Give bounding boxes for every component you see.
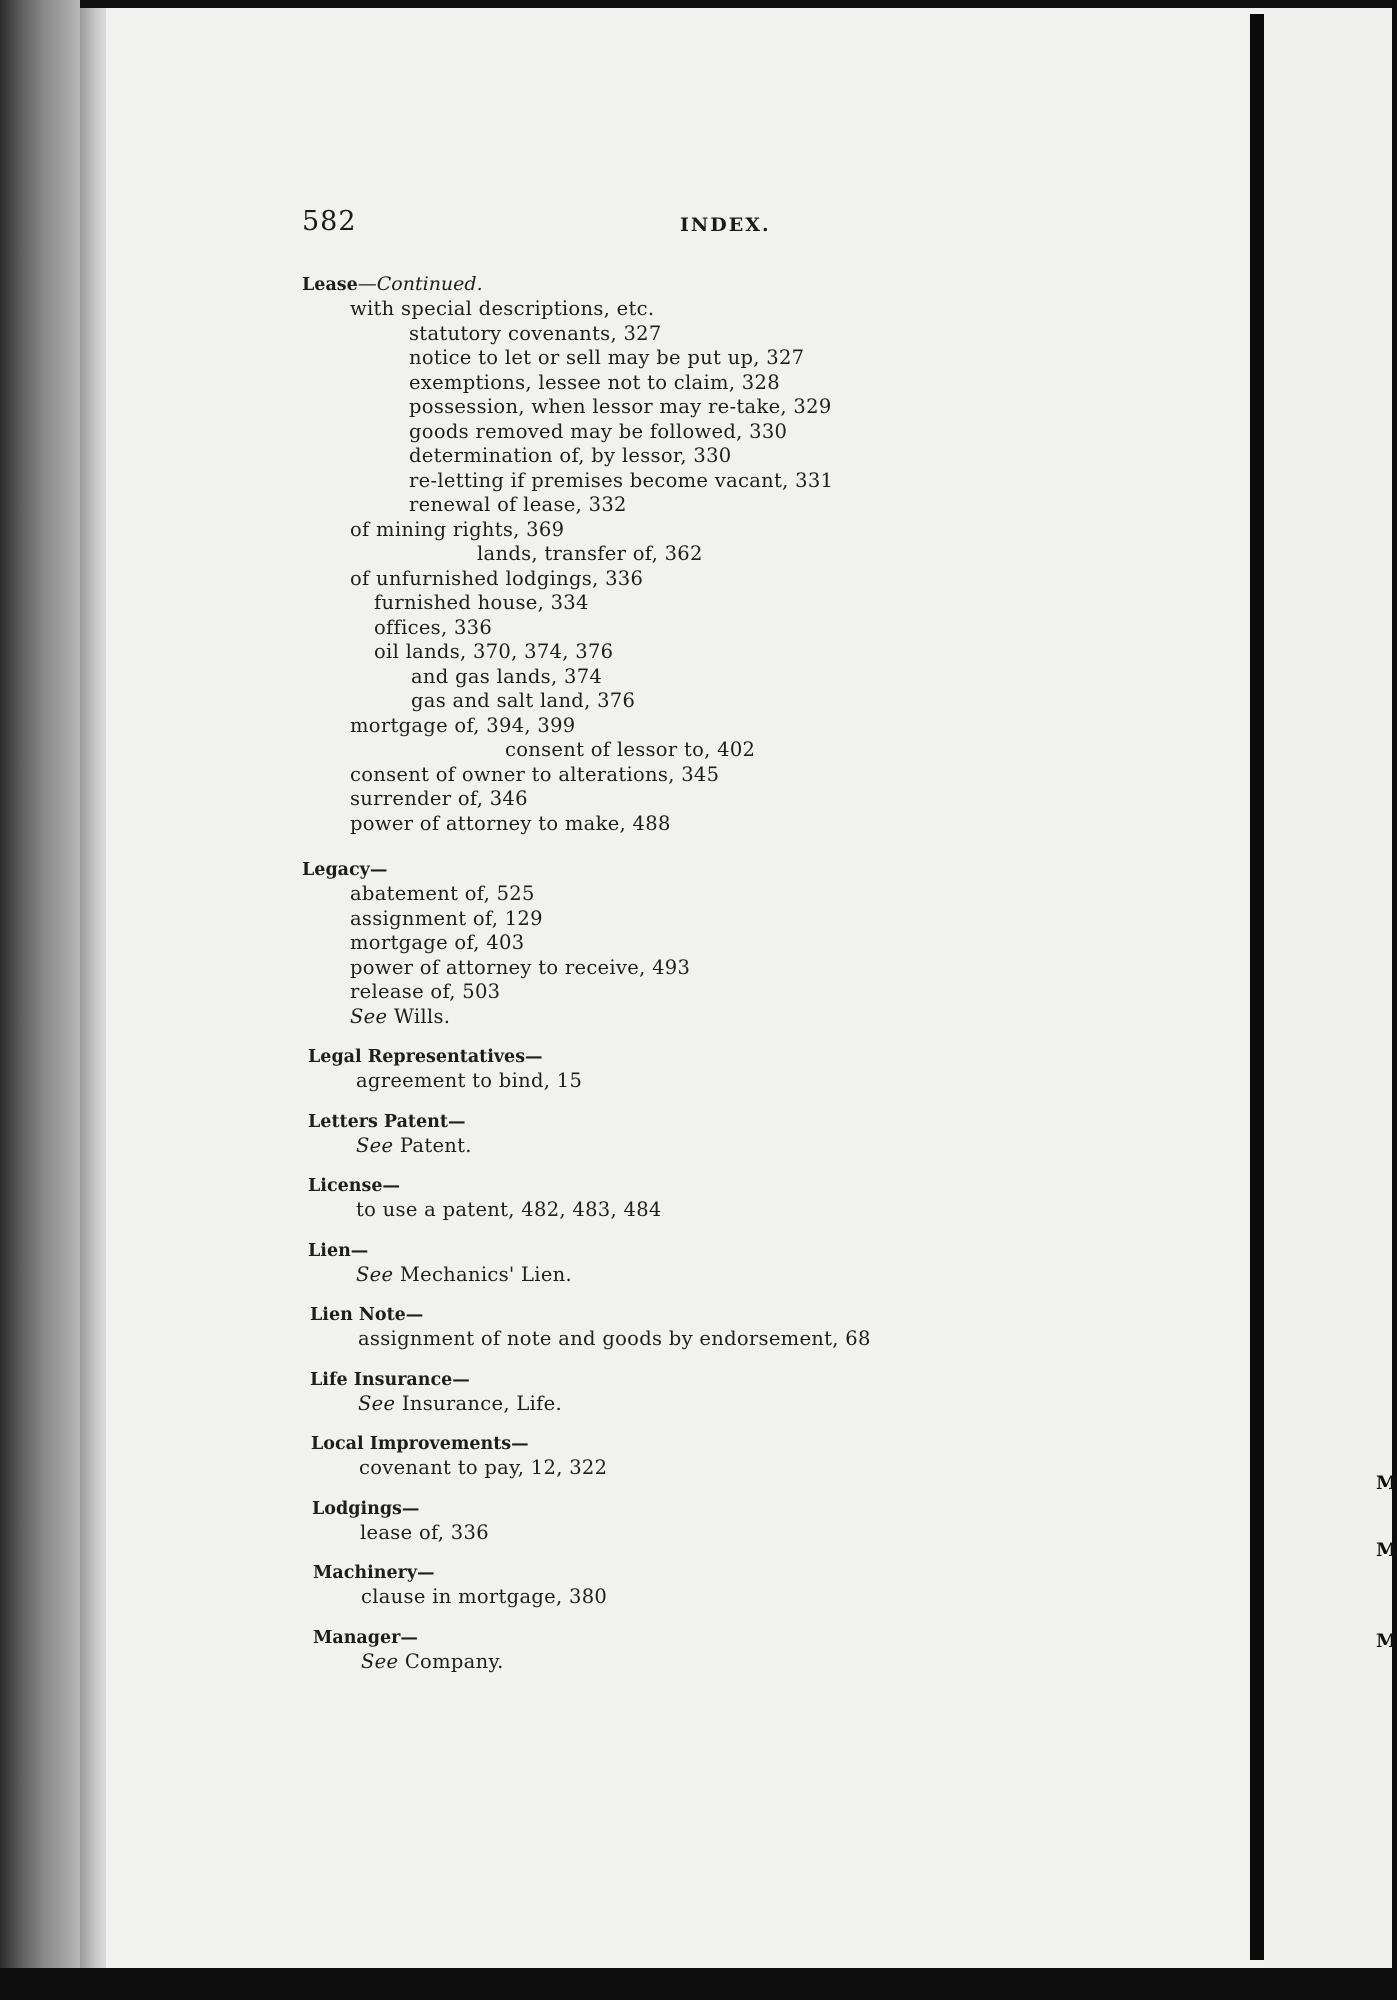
see-reference [308, 1263, 1002, 1288]
see-reference [310, 1392, 1002, 1417]
page-header [302, 206, 772, 246]
index-subentry: abatement of, 525 [350, 882, 535, 905]
see-word: See [361, 1649, 399, 1673]
index-subentry: re-letting if premises become vacant, 331 [409, 468, 834, 492]
index-subentry: of unfurnished lodgings, 336 [350, 566, 644, 590]
index-subentry: determination of, by lessor, 330 [409, 444, 732, 467]
see-word: See [350, 1004, 388, 1028]
entry-heading [302, 272, 1002, 297]
index-subentry: of mining rights, 369 [350, 517, 565, 541]
index-subentry: mortgage of, 394, 399 [350, 713, 576, 737]
entry-heading: Legal Representatives— [308, 1047, 543, 1067]
see-target: Company. [398, 1649, 504, 1673]
index-subentry: oil lands, 370, 374, 376 [374, 640, 614, 663]
index-entry-life-insurance [302, 1368, 1002, 1417]
entry-heading: Machinery— [313, 1563, 435, 1583]
entry-heading: Lien— [308, 1240, 369, 1261]
index-subentry: furnished house, 334 [374, 591, 589, 614]
index-subentry: goods removed may be followed, 330 [409, 419, 788, 443]
index-entry-legal-representatives [302, 1045, 1002, 1094]
page-stack-edge [80, 8, 106, 1968]
facing-page-fragment: M [1376, 1539, 1397, 1561]
entry-heading: License— [308, 1176, 400, 1196]
facing-page-fragment: M [1376, 1630, 1397, 1652]
facing-page [1264, 8, 1397, 1968]
index-entry-machinery [302, 1561, 1002, 1610]
continued-label: —Continued. [357, 273, 483, 295]
index-entry-legacy [302, 858, 1002, 1029]
index-subentry: surrender of, 346 [350, 787, 528, 810]
index-subentry: assignment of note and goods by endorsement, 68 [358, 1327, 871, 1350]
index-subentry: renewal of lease, 332 [409, 493, 627, 516]
index-subentry: consent of owner to alterations, 345 [350, 762, 720, 786]
index-entry-local-improvements [302, 1432, 1002, 1481]
page-number: 582 [302, 206, 357, 237]
index-subentry: possession, when lessor may re-take, 329 [409, 395, 832, 418]
see-target: Insurance, Life. [395, 1391, 562, 1415]
book-gutter [1250, 14, 1264, 1960]
see-target: Patent. [393, 1133, 472, 1157]
index-entry-lien-note [302, 1303, 1002, 1352]
index-entry-lien [302, 1239, 1002, 1288]
see-reference [313, 1650, 1002, 1675]
index-subentry: power of attorney to make, 488 [350, 811, 671, 835]
index-entry-manager [302, 1626, 1002, 1675]
see-target: Wills. [387, 1004, 451, 1028]
index-subentry: assignment of, 129 [350, 906, 543, 930]
index-entry-lodgings [302, 1497, 1002, 1546]
book-spine [0, 0, 80, 2000]
index-entry-letters-patent [302, 1110, 1002, 1159]
facing-page-fragment: M [1376, 1472, 1397, 1494]
index-subentry: lease of, 336 [360, 1520, 489, 1544]
see-word: See [356, 1262, 394, 1286]
index-subentry: and gas lands, 374 [411, 664, 603, 688]
index-list [302, 272, 1002, 1690]
index-subentry: agreement to bind, 15 [356, 1069, 583, 1092]
entry-heading: Legacy— [302, 860, 388, 880]
entry-heading: Lodgings— [312, 1498, 420, 1519]
see-word: See [356, 1133, 394, 1157]
index-subentry: exemptions, lessee not to claim, 328 [409, 370, 780, 394]
index-subentry: with special descriptions, etc. [350, 297, 655, 320]
index-subentry: power of attorney to receive, 493 [350, 955, 691, 979]
index-subentry: notice to let or sell may be put up, 327 [409, 346, 805, 369]
index-subentry: statutory covenants, 327 [409, 321, 662, 345]
see-word: See [358, 1391, 396, 1415]
scan-top-border [0, 0, 1392, 8]
entry-heading: Local Improvements— [311, 1434, 529, 1454]
see-reference [308, 1134, 1002, 1159]
index-subentry: covenant to pay, 12, 322 [359, 1456, 608, 1479]
scan-bottom-border [0, 1968, 1392, 2000]
entry-heading: Manager— [313, 1627, 418, 1648]
index-subentry: lands, transfer of, 362 [477, 542, 703, 565]
index-entry-lease [302, 272, 1002, 836]
see-reference [302, 1005, 1002, 1030]
entry-heading: Life Insurance— [310, 1369, 470, 1390]
index-subentry: mortgage of, 403 [350, 931, 525, 954]
see-target: Mechanics' Lien. [393, 1262, 573, 1286]
index-subentry: offices, 336 [374, 615, 493, 639]
index-subentry: clause in mortgage, 380 [361, 1585, 608, 1608]
running-head: INDEX. [680, 214, 771, 236]
index-subentry: gas and salt land, 376 [411, 689, 636, 712]
entry-heading: Lien Note— [310, 1305, 424, 1325]
entry-heading: Letters Patent— [308, 1111, 466, 1132]
index-subentry: consent of lessor to, 402 [505, 738, 756, 761]
index-subentry: to use a patent, 482, 483, 484 [356, 1198, 662, 1221]
entry-heading-text: Lease [302, 275, 358, 295]
index-entry-license [302, 1174, 1002, 1223]
index-subentry: release of, 503 [350, 980, 501, 1003]
